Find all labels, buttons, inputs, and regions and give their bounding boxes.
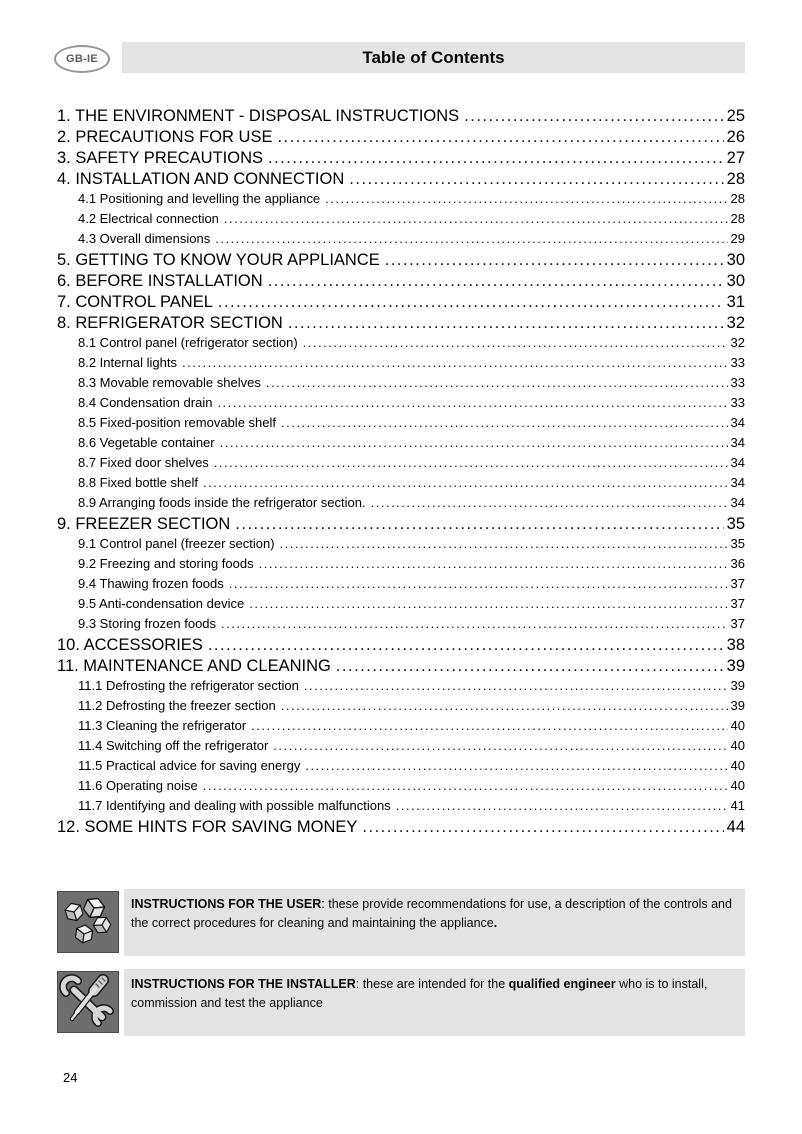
toc-entry-page: 44 [726,818,745,836]
toc-entry [57,231,745,251]
toc-entry-page: 40 [730,758,745,773]
toc-entry-page: 30 [726,251,745,269]
toc-entry-page: 28 [726,170,745,188]
toc-entry [57,738,745,758]
note-text-segment: . [493,916,498,930]
toc-entry [57,718,745,738]
toc-entry-label: 4.1 Positioning and levelling the appliance [78,191,321,206]
toc-entry-page: 36 [730,556,745,571]
toc-entry [57,455,745,475]
toc-entry-page: 37 [730,576,745,591]
toc-entry-page: 26 [726,128,745,146]
toc-dot-leader [396,798,728,813]
toc-entry [57,495,745,515]
toc-entry [57,375,745,395]
toc-dot-leader [203,778,728,793]
toc-entry-label: 8. REFRIGERATOR SECTION [57,314,283,332]
table-of-contents-header [122,42,745,73]
toc-entry-page: 34 [730,495,745,510]
toc-entry-label: 8.9 Arranging foods inside the refrigerator section. [78,495,366,510]
installer-instructions-text [124,969,745,1036]
toc-entry [57,596,745,616]
note-text-segment: who is to install, commission and test the appliance [131,977,708,1010]
toc-entry [57,170,745,191]
user-instructions-text [124,889,745,956]
toc-entry [57,395,745,415]
toc-entry-label: 4. INSTALLATION AND CONNECTION [57,170,345,188]
toc-dot-leader [349,170,723,189]
toc-dot-leader [385,251,724,270]
toc-entry-label: 3. SAFETY PRECAUTIONS [57,149,263,167]
toc-entry-page: 39 [730,678,745,693]
toc-entry-page: 27 [726,149,745,167]
toc-entry [57,293,745,314]
toc-dot-leader [268,149,724,168]
toc-entry [57,272,745,293]
toc-dot-leader [273,738,727,753]
toc-entry-page: 37 [730,616,745,631]
toc-dot-leader [336,657,724,676]
toc-entry-page: 39 [730,698,745,713]
toc-entry-label: 9.4 Thawing frozen foods [78,576,224,591]
region-badge-label: GB-IE [65,53,99,65]
user-instructions-note [57,889,745,956]
toc-entry-label: 9.3 Storing frozen foods [78,616,217,631]
toc-entry-page: 32 [730,335,745,350]
toc-entry-page: 28 [730,191,745,206]
toc-entry [57,211,745,231]
toc-entry [57,556,745,576]
toc-entry [57,778,745,798]
toc-entry-label: 8.6 Vegetable container [78,435,215,450]
toc-dot-leader [215,231,727,246]
toc-dot-leader [288,314,724,333]
note-text-segment: : these are intended for the [355,977,509,991]
toc-entry-page: 32 [726,314,745,332]
toc-dot-leader [280,536,728,551]
tools-icon [57,971,119,1033]
toc-dot-leader [266,375,728,390]
toc-entry-label: 11.5 Practical advice for saving energy [78,758,301,773]
toc-entry-label: 8.3 Movable removable shelves [78,375,261,390]
toc-entry [57,818,745,839]
toc-dot-leader [303,335,728,350]
toc-dot-leader [214,455,728,470]
toc-dot-leader [229,576,728,591]
toc-entry-label: 1. THE ENVIRONMENT - DISPOSAL INSTRUCTIONS [57,107,460,125]
toc-entry-page: 40 [730,778,745,793]
toc-entry [57,435,745,455]
toc-dot-leader [208,636,724,655]
toc-entry [57,616,745,636]
toc-entry [57,678,745,698]
toc-entry [57,536,745,556]
toc-list [57,107,745,839]
toc-entry-label: 11.7 Identifying and dealing with possible malfunctions [78,798,391,813]
toc-entry-page: 34 [730,455,745,470]
toc-entry [57,515,745,536]
toc-entry [57,636,745,657]
toc-entry [57,355,745,375]
toc-dot-leader [224,211,728,226]
toc-dot-leader [217,395,727,410]
toc-dot-leader [304,678,728,693]
toc-entry-page: 35 [726,515,745,533]
toc-entry [57,758,745,778]
toc-entry-page: 40 [730,718,745,733]
legend-notes [57,889,745,1049]
toc-entry-page: 31 [726,293,745,311]
toc-dot-leader [235,515,723,534]
toc-dot-leader [362,818,723,837]
page-title: Table of Contents [362,47,505,67]
toc-entry-page: 38 [726,636,745,654]
installer-instructions-note [57,969,745,1036]
toc-entry-label: 9.2 Freezing and storing foods [78,556,254,571]
toc-entry-page: 34 [730,415,745,430]
toc-entry-label: 11.6 Operating noise [78,778,198,793]
toc-entry-label: 11. MAINTENANCE AND CLEANING [57,657,331,675]
toc-entry-page: 30 [726,272,745,290]
toc-entry-page: 39 [726,657,745,675]
toc-entry-label: 12. SOME HINTS FOR SAVING MONEY [57,818,358,836]
toc-entry [57,576,745,596]
toc-entry-page: 34 [730,475,745,490]
toc-entry-label: 8.7 Fixed door shelves [78,455,209,470]
toc-dot-leader [220,435,728,450]
page-number: 24 [63,1070,78,1085]
toc-dot-leader [203,475,728,490]
toc-dot-leader [259,556,728,571]
toc-dot-leader [249,596,727,611]
toc-entry-page: 29 [730,231,745,246]
toc-entry [57,314,745,335]
note-text-segment: INSTRUCTIONS FOR THE INSTALLER [131,977,356,991]
toc-entry-page: 33 [730,355,745,370]
toc-entry-label: 7. CONTROL PANEL [57,293,213,311]
toc-entry-label: 8.1 Control panel (refrigerator section) [78,335,298,350]
toc-dot-leader [221,616,728,631]
toc-dot-leader [218,293,724,312]
toc-entry [57,657,745,678]
toc-entry-page: 33 [730,375,745,390]
toc-dot-leader [281,415,728,430]
toc-entry [57,698,745,718]
toc-entry-page: 40 [730,738,745,753]
toc-dot-leader [464,107,723,126]
toc-entry-label: 5. GETTING TO KNOW YOUR APPLIANCE [57,251,380,269]
toc-entry-page: 35 [730,536,745,551]
toc-entry-label: 11.1 Defrosting the refrigerator section [78,678,299,693]
toc-entry-label: 11.3 Cleaning the refrigerator [78,718,247,733]
toc-entry-label: 2. PRECAUTIONS FOR USE [57,128,273,146]
toc-entry [57,335,745,355]
toc-entry [57,191,745,211]
note-text-segment: qualified engineer [508,977,616,991]
toc-entry-label: 8.8 Fixed bottle shelf [78,475,198,490]
toc-entry-label: 4.3 Overall dimensions [78,231,211,246]
toc-entry-page: 41 [730,798,745,813]
toc-entry [57,415,745,435]
toc-entry-label: 9.5 Anti-condensation device [78,596,245,611]
toc-entry-label: 4.2 Electrical connection [78,211,219,226]
toc-entry-page: 34 [730,435,745,450]
toc-entry [57,149,745,170]
toc-entry-page: 33 [730,395,745,410]
note-text-segment: INSTRUCTIONS FOR THE USER [131,897,322,911]
toc-entry-label: 8.5 Fixed-position removable shelf [78,415,276,430]
toc-dot-leader [371,495,728,510]
toc-entry [57,251,745,272]
toc-dot-leader [251,718,727,733]
note-text-segment: : these provide recommendations for use, a description of the controls and the correct procedures for cleaning and maintaining the appliance [131,897,732,930]
toc-entry [57,475,745,495]
toc-dot-leader [182,355,728,370]
toc-entry [57,798,745,818]
toc-entry-label: 11.4 Switching off the refrigerator [78,738,269,753]
ice-cubes-icon [57,891,119,953]
toc-entry [57,107,745,128]
toc-entry-page: 28 [730,211,745,226]
toc-entry-label: 8.2 Internal lights [78,355,178,370]
toc-dot-leader [305,758,727,773]
toc-entry-label: 9. FREEZER SECTION [57,515,231,533]
toc-dot-leader [268,272,724,291]
toc-dot-leader [281,698,728,713]
toc-entry [57,128,745,149]
toc-entry-label: 10. ACCESSORIES [57,636,203,654]
toc-dot-leader [325,191,727,206]
toc-entry-label: 11.2 Defrosting the freezer section [78,698,276,713]
toc-entry-page: 25 [726,107,745,125]
toc-entry-label: 9.1 Control panel (freezer section) [78,536,275,551]
toc-entry-page: 37 [730,596,745,611]
toc-dot-leader [277,128,723,147]
toc-entry-label: 8.4 Condensation drain [78,395,213,410]
toc-entry-label: 6. BEFORE INSTALLATION [57,272,263,290]
region-badge [54,45,110,73]
